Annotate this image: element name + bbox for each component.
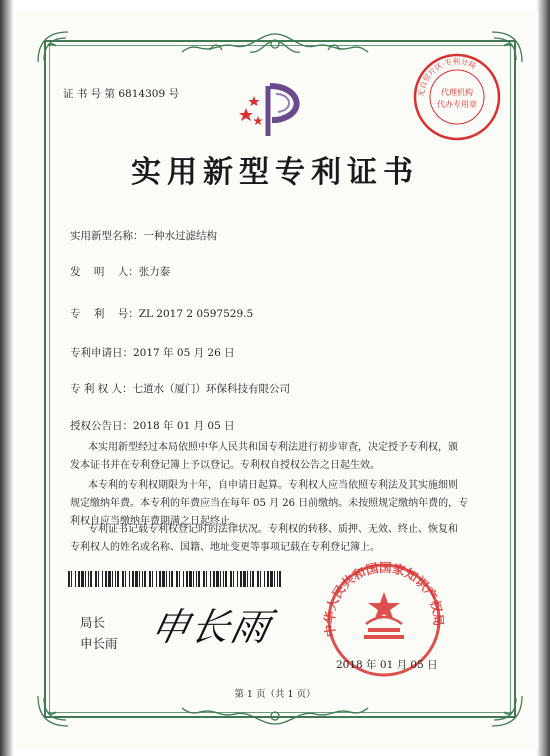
field-inventor (70, 264, 170, 279)
page-number: 第 1 页（共 1 页） (234, 689, 316, 700)
body-paragraph-2-line-1: 本专利的专利权期限为十年，自申请日起算。专利权人应当依照专利法及其实施细则 (88, 480, 458, 491)
field-label: 实用新型名称： (70, 230, 144, 242)
field-value: 七道水（厦门）环保科技有限公司 (132, 383, 291, 395)
field-filing-date (70, 345, 235, 360)
body-paragraph-1-line-1: 本实用新型经过本局依照中华人民共和国专利法进行初步审查，决定授予专利权，颁 (88, 442, 458, 453)
corner-ornament-icon (36, 30, 70, 64)
director-title: 局长 (80, 615, 106, 630)
field-value: 2017 年 05 月 26 日 (133, 347, 235, 359)
field-label: 发 明 人： (70, 266, 139, 278)
barcode-icon (68, 571, 283, 587)
field-label: 授权公告日： (70, 420, 133, 432)
field-value: 一种水过滤结构 (143, 230, 217, 242)
body-paragraph-3-line-2: 专利权人的姓名或名称、国籍、地址变更等事项记载在专利登记簿上。 (70, 542, 380, 553)
field-value: 2018 年 01 月 05 日 (133, 420, 235, 432)
official-seal-text: 中华人民共和国国家知识产权局 (321, 559, 447, 639)
certificate-number-value: 6814309 (118, 88, 166, 100)
agency-stamp-line1: 代理机构 (441, 88, 473, 97)
field-patent-number (70, 306, 253, 321)
bottom-ornament-icon (180, 704, 370, 728)
field-label: 专 利 权 人： (70, 383, 133, 395)
director-signature: 申长雨 (146, 605, 276, 649)
certificate-number (63, 86, 179, 101)
certificate-number-label: 证 书 号 第 (63, 88, 116, 100)
patent-office-logo-icon (236, 80, 316, 142)
field-patent-holder (70, 381, 290, 396)
field-grant-date (70, 418, 235, 433)
agency-stamp-ring-text: 无自贸片区·专利分局 (416, 56, 478, 98)
top-ornament-icon (180, 30, 370, 58)
agency-stamp-line2: 代办专用章 (437, 100, 477, 109)
certificate-title: 实用新型专利证书 (131, 155, 419, 190)
field-value: 张力泰 (138, 266, 171, 278)
agency-stamp-icon (412, 52, 502, 142)
field-value: ZL 2017 2 0597529.5 (138, 308, 254, 320)
field-label: 专利申请日： (70, 347, 133, 359)
seal-date: 2018 年 01 月 05 日 (336, 659, 438, 671)
body-paragraph-3-line-1: 专利证书记载专利权登记时的法律状况。专利权的转移、质押、无效、终止、恢复和 (88, 524, 458, 535)
body-paragraph-1-line-2: 发本证书并在专利登记簿上予以登记。专利权自授权公告之日起生效。 (70, 460, 380, 471)
field-utility-model-name (70, 228, 217, 243)
body-paragraph-2-line-3: 利权自应当缴纳年费期满之日起终止。 (70, 516, 240, 527)
director-name: 申长雨 (80, 636, 118, 651)
field-label: 专 利 号： (70, 308, 139, 320)
body-paragraph-2-line-2: 规定缴纳年费。本专利的年费应当在每年 05 月 26 日前缴纳。未按照规定缴纳年费的，专 (70, 498, 469, 509)
certificate-number-suffix: 号 (168, 88, 179, 100)
